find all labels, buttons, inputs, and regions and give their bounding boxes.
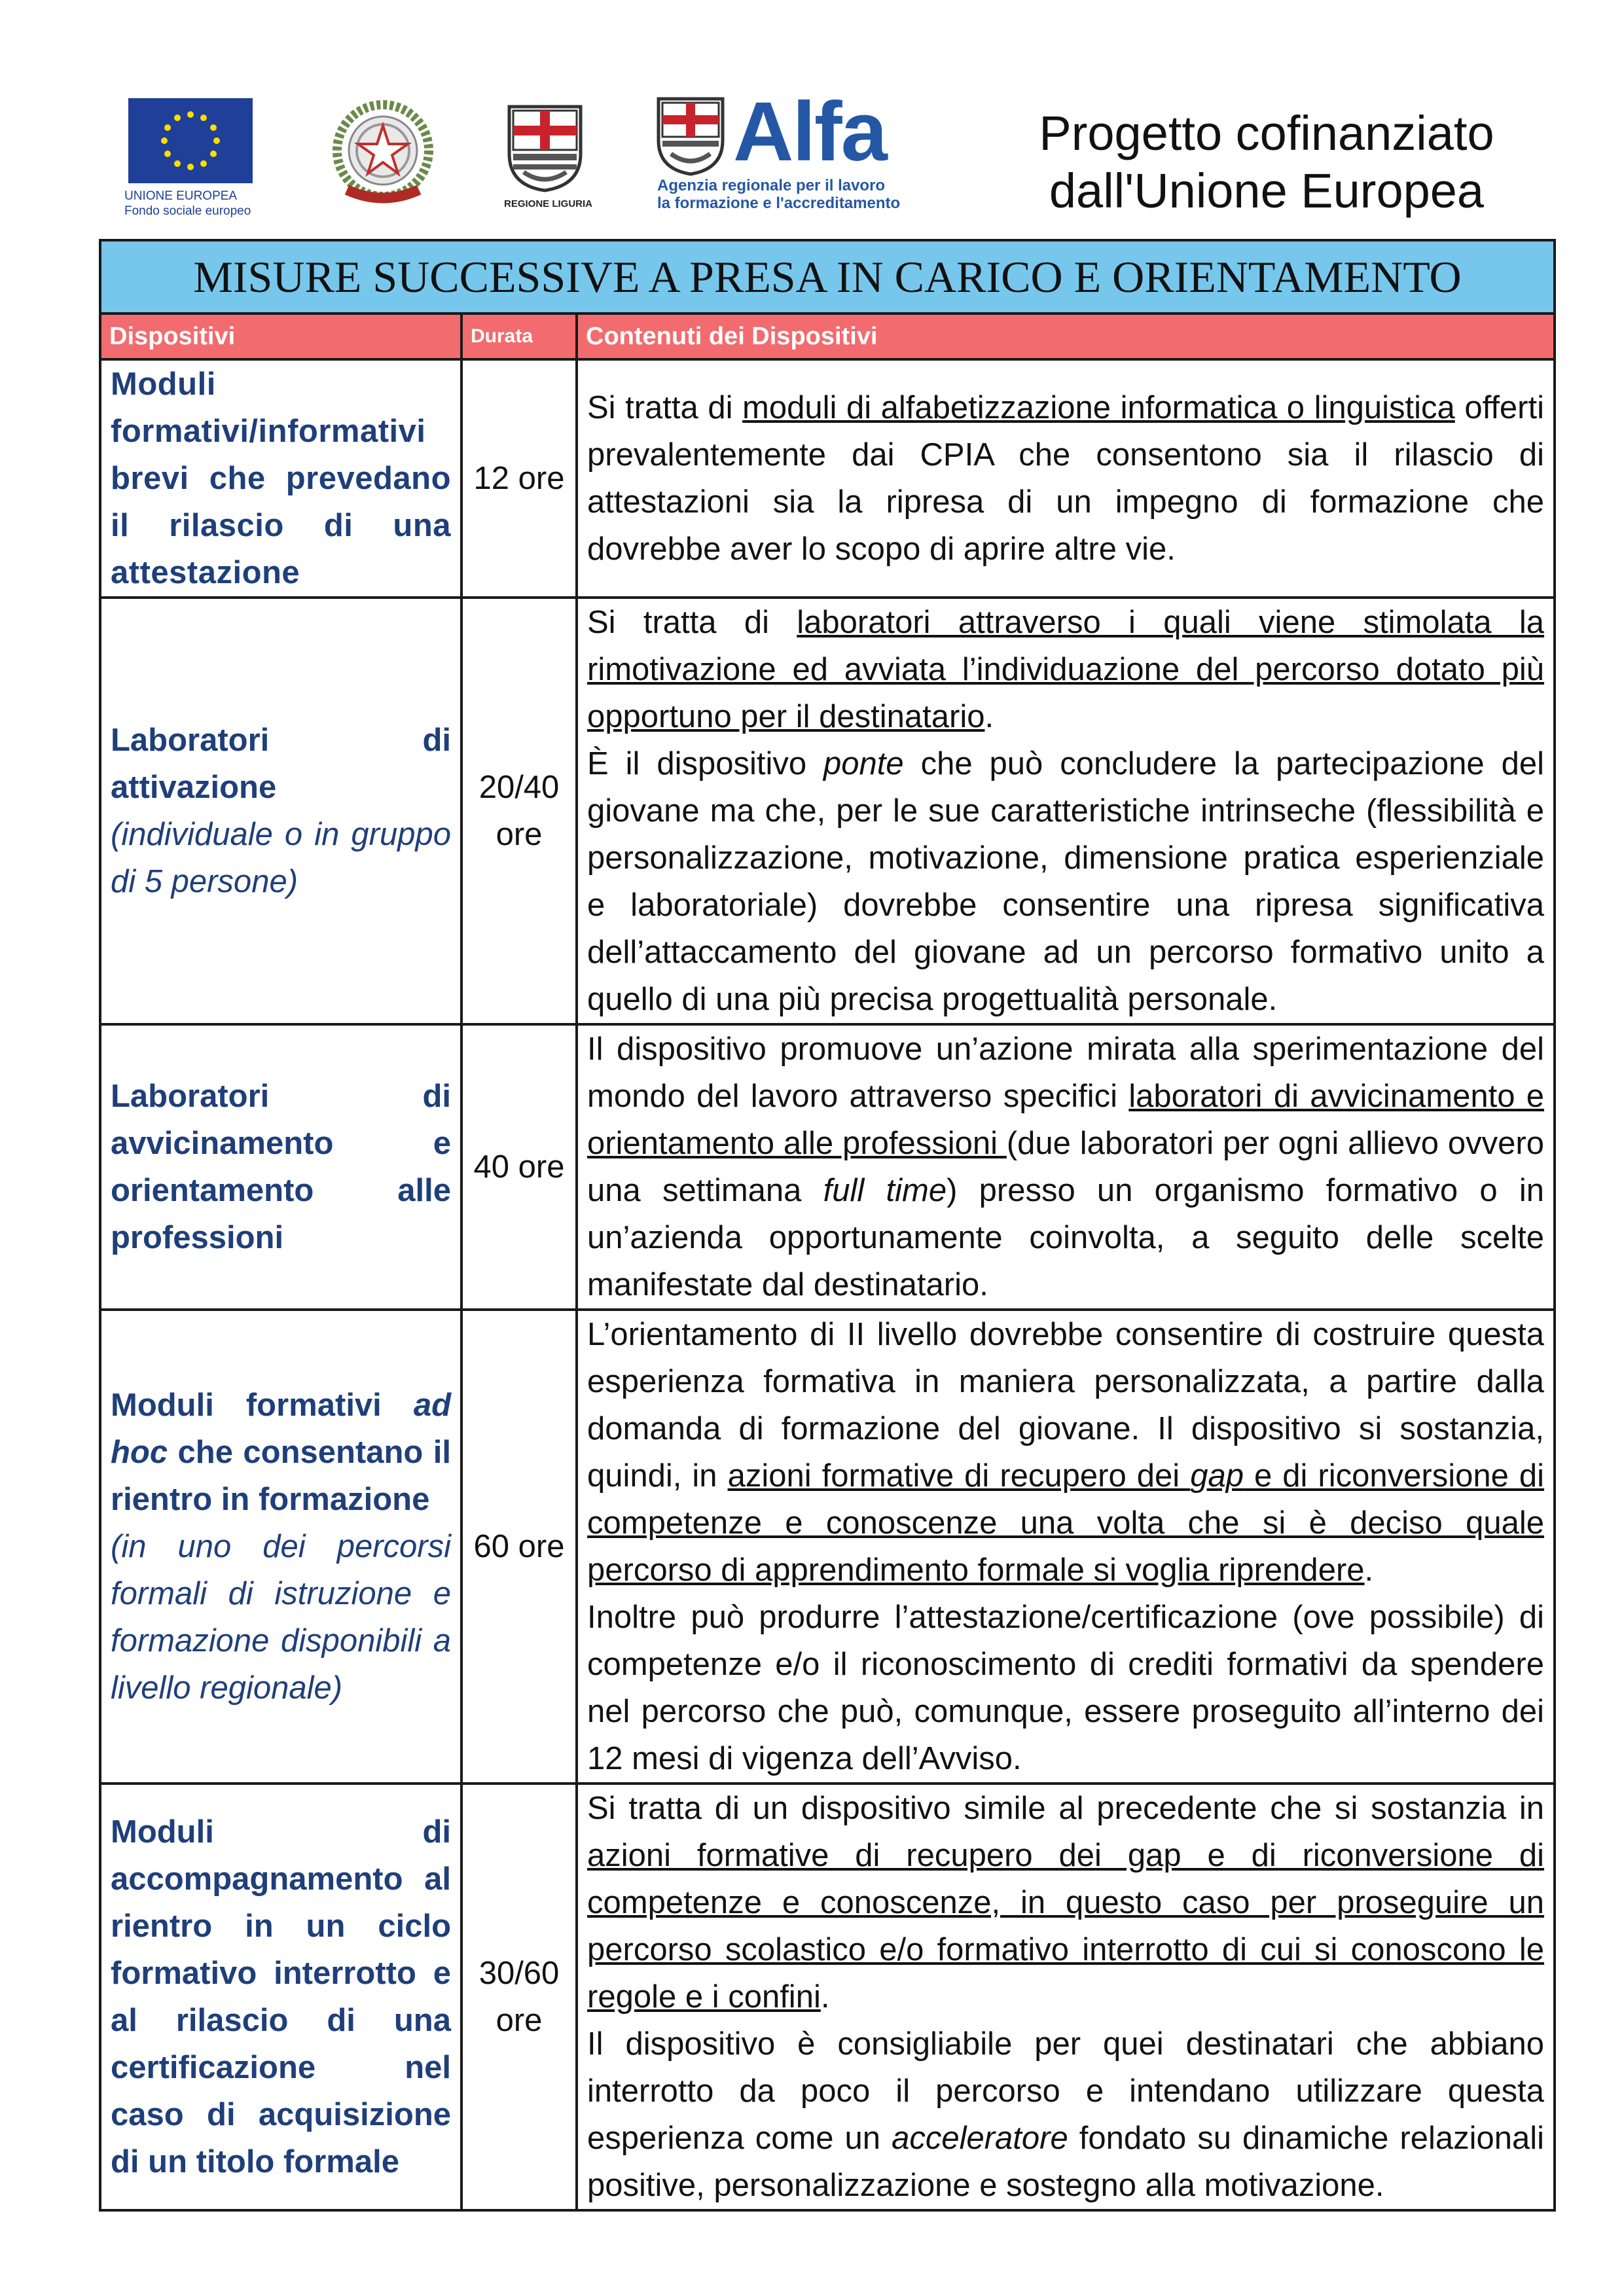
duration-cell <box>461 359 577 598</box>
content-emphasis: full time <box>823 1173 947 1208</box>
duration-line2: ore <box>496 2003 543 2038</box>
liguria-shield-icon <box>504 101 586 193</box>
device-name: Laboratori di attivazione <box>111 723 451 805</box>
content-cell <box>577 598 1555 1024</box>
content-underlined: laboratori di avvicinamento e orientamento alle professioni <box>587 1079 1545 1161</box>
device-name: Moduli formativi/informativi brevi che prevedano il rilascio di una attestazione <box>111 367 451 590</box>
device-name: Moduli di accompagnamento al rientro in un ciclo formativo interrotto e al rilascio di una certificazione nel caso di acquisizione di un titolo formale <box>111 1814 451 2179</box>
content-text: Si tratta di <box>587 605 797 640</box>
regione-liguria-logo <box>504 101 593 213</box>
duration: 40 ore <box>473 1149 565 1185</box>
duration-cell <box>461 1784 577 2210</box>
content-underlined-emphasis: gap <box>1190 1458 1244 1494</box>
table-row <box>100 1024 1555 1310</box>
device-name-cell <box>100 359 461 598</box>
content-underlined: azioni formative di recupero dei <box>727 1458 1191 1494</box>
content-underlined: laboratori attraverso i quali viene stimolata la rimotivazione ed avviata l’individuazione del percorso dotato più opportuno per il destinatario <box>587 605 1545 734</box>
cofinanced-line2: dall'Unione Europea <box>1049 164 1485 218</box>
table-title-row <box>100 240 1555 314</box>
content-underlined: e di riconversione di competenze e conoscenze una volta che si è deciso quale percorso di apprendimento formale si voglia riprendere <box>587 1458 1545 1588</box>
measures-table <box>99 239 1556 2212</box>
content-text: Si tratta di <box>587 390 743 425</box>
liguria-caption: REGIONE LIGURIA <box>504 198 593 209</box>
header-dispositivi: Dispositivi <box>100 314 461 359</box>
content-emphasis: ponte <box>823 746 904 781</box>
eu-logo <box>124 98 275 219</box>
content-emphasis: acceleratore <box>892 2121 1068 2156</box>
cofinanced-line1: Progetto cofinanziato <box>1039 106 1494 160</box>
duration-cell <box>461 1024 577 1310</box>
duration-line1: 20/40 <box>478 770 560 805</box>
alfa-subtitle-line2: la formazione e l'accreditamento <box>657 194 901 212</box>
duration-line2: ore <box>496 817 543 852</box>
device-name: Laboratori di avvicinamento e orientamento alle professioni <box>111 1079 451 1255</box>
eu-caption-line1: UNIONE EUROPEA <box>124 189 238 203</box>
content-cell <box>577 1024 1555 1310</box>
device-name: Moduli formativi <box>111 1388 414 1423</box>
device-name-emphasis: ad hoc <box>111 1388 451 1470</box>
table-title: MISURE SUCCESSIVE A PRESA IN CARICO E ORIENTAMENTO <box>100 240 1555 314</box>
device-name-cell <box>100 1310 461 1784</box>
table-row <box>100 1784 1555 2210</box>
content-underlined: azioni formative di recupero dei gap e di riconversione di competenze e conoscenze, in questo caso per proseguire un percorso scolastico e/o formativo interrotto di cui si conoscono le regole e i confini <box>587 1838 1545 2015</box>
header-contenuti: Contenuti dei Dispositivi <box>577 314 1555 359</box>
content-text: offerti prevalentemente dai CPIA che consentono sia il rilascio di attestazioni sia la ripresa di un impegno di formazione che dovrebbe aver lo scopo di aprire altre vie. <box>587 390 1545 567</box>
content-text: . <box>984 699 994 734</box>
content-text: L’orientamento di II livello dovrebbe consentire di costruire questa esperienza formativa in maniera personalizzata, a partire dalla domanda di formazione del giovane. Il dispositivo si sostanzia, quindi, in <box>587 1317 1545 1494</box>
content-text: È il dispositivo <box>587 746 824 781</box>
device-note: (individuale o in gruppo di 5 persone) <box>111 817 451 899</box>
content-text: che può concludere la partecipazione del giovane ma che, per le sue caratteristiche intrinseche (flessibilità e personalizzazione, motivazione, dimensione pratica esperienziale e laboratoriale) dovrebbe consentire una ripresa significativa dell’attaccamento del giovane ad un percorso formativo unito a quello di una più precisa progettualità personale. <box>587 746 1545 1017</box>
content-text: . <box>1364 1552 1374 1588</box>
italian-republic-emblem <box>331 98 435 209</box>
eu-flag-icon <box>128 98 253 183</box>
content-text: fondato su dinamiche relazionali positive, personalizzazione e sostegno alla motivazione. <box>587 2121 1544 2203</box>
content-text: Inoltre può produrre l’attestazione/certificazione (ove possibile) di competenze e/o il riconoscimento di crediti formativi da spendere nel percorso che può, comunque, essere proseguito all’interno dei 12 mesi di vigenza dell’Avviso. <box>587 1600 1545 1776</box>
eu-caption-line2: Fondo sociale europeo <box>124 204 251 218</box>
alfa-logo <box>655 85 929 216</box>
content-text: Il dispositivo è consigliabile per quei destinatari che abbiano interrotto da poco il percorso e intendano utilizzare questa esperienza come un <box>587 2026 1545 2156</box>
duration-line1: 30/60 <box>478 1956 560 1991</box>
content-text: Si tratta di un dispositivo simile al precedente che si sostanzia in <box>587 1791 1545 1826</box>
content-text: ) presso un organismo formativo o in un’azienda opportunamente coinvolta, a seguito delle scelte manifestate dal destinatario. <box>587 1173 1545 1302</box>
table-row <box>100 1310 1555 1784</box>
header-durata: Durata <box>461 314 577 359</box>
device-name: che consentano il rientro in formazione <box>111 1435 451 1517</box>
alfa-wordmark: Alfa <box>733 85 886 179</box>
content-cell <box>577 1784 1555 2210</box>
device-name-cell <box>100 1024 461 1310</box>
content-text: . <box>820 1979 830 2015</box>
duration-cell <box>461 1310 577 1784</box>
table-row <box>100 359 1555 598</box>
content-text: (due laboratori per ogni allievo ovvero una settimana <box>587 1126 1545 1208</box>
duration: 60 ore <box>473 1529 565 1564</box>
duration-cell <box>461 598 577 1024</box>
page-header <box>0 0 1624 236</box>
content-text: Il dispositivo promuove un’azione mirata alla sperimentazione del mondo del lavoro attraverso specifici <box>587 1031 1545 1114</box>
cofinanced-notice <box>982 105 1551 220</box>
alfa-shield-icon <box>655 95 727 177</box>
device-name-cell <box>100 1784 461 2210</box>
alfa-subtitle-line1: Agenzia regionale per il lavoro <box>657 177 886 194</box>
content-cell <box>577 1310 1555 1784</box>
table-header-row <box>100 314 1555 359</box>
device-note: (in uno dei percorsi formali di istruzione e formazione disponibili a livello regionale) <box>111 1529 451 1706</box>
device-name-cell <box>100 598 461 1024</box>
duration: 12 ore <box>473 461 565 496</box>
content-cell <box>577 359 1555 598</box>
table-row <box>100 598 1555 1024</box>
content-underlined: moduli di alfabetizzazione informatica o linguistica <box>742 390 1455 425</box>
